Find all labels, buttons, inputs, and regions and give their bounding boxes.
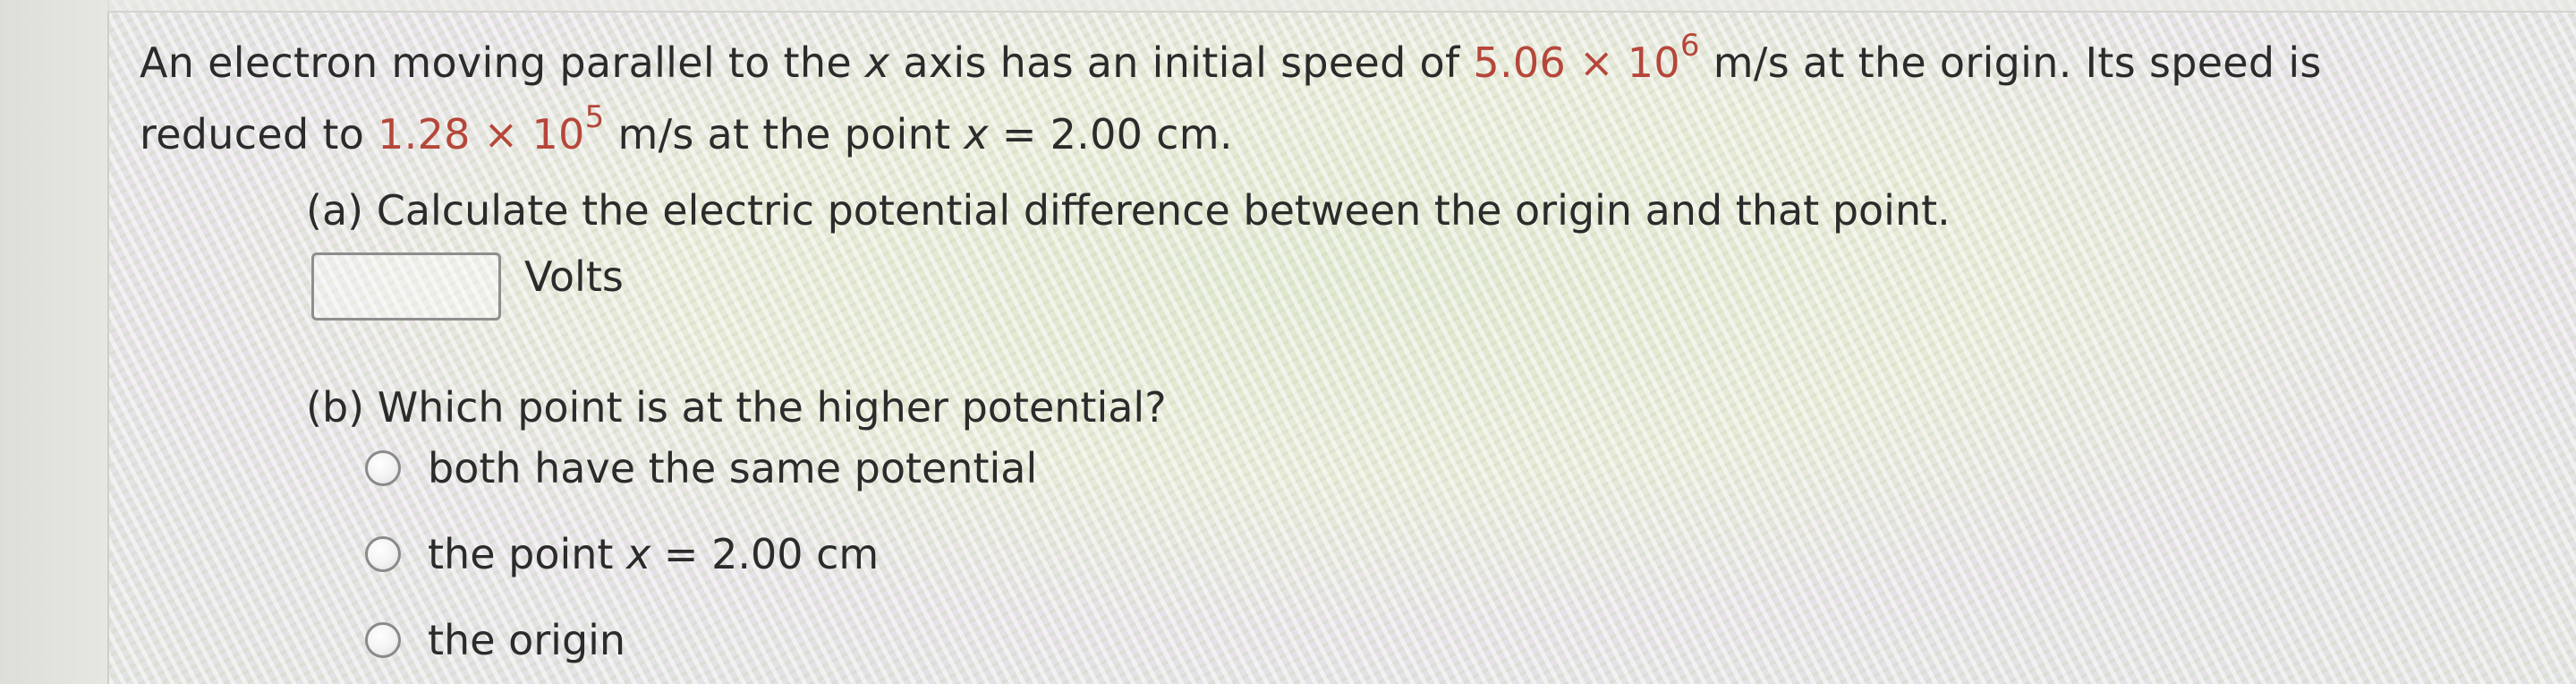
question-text-segment: = 2.00 cm.	[1001, 110, 1233, 158]
option-point-x[interactable]	[365, 530, 879, 578]
question-text-segment: reduced to	[140, 110, 365, 158]
question-text-segment: m/s at the point	[617, 110, 951, 158]
question-text-segment: An electron moving parallel to the	[140, 38, 852, 87]
question-line-1	[140, 27, 2520, 98]
variable-x: x	[864, 38, 890, 87]
initial-speed-value: $5.06 \times 10^6$	[1473, 28, 1700, 87]
radio-button[interactable]	[365, 450, 401, 486]
unit-label: Volts	[524, 252, 624, 301]
part-b-prompt: (b) Which point is at the higher potential?	[306, 383, 1167, 432]
part-a-prompt: (a) Calculate the electric potential difference between the origin and that point.	[306, 186, 1951, 235]
option-same-potential[interactable]	[365, 444, 1037, 492]
option-label: the origin	[428, 616, 626, 664]
final-speed-value: $1.28 \times 10^5$	[378, 99, 605, 158]
option-label: both have the same potential	[428, 444, 1038, 492]
page-margin	[0, 0, 109, 684]
radio-button[interactable]	[365, 536, 401, 572]
radio-button[interactable]	[365, 622, 401, 658]
top-divider	[107, 0, 2576, 13]
question-text-segment: axis has an initial speed of	[903, 38, 1460, 87]
variable-x: x	[964, 110, 989, 158]
potential-difference-input[interactable]	[311, 252, 501, 321]
option-origin[interactable]	[365, 616, 625, 664]
question-text	[140, 27, 2520, 170]
question-line-2	[140, 98, 2520, 170]
question-text-segment: m/s at the origin. Its speed is	[1713, 38, 2322, 87]
option-label: the point x = 2.00 cm	[428, 530, 880, 578]
